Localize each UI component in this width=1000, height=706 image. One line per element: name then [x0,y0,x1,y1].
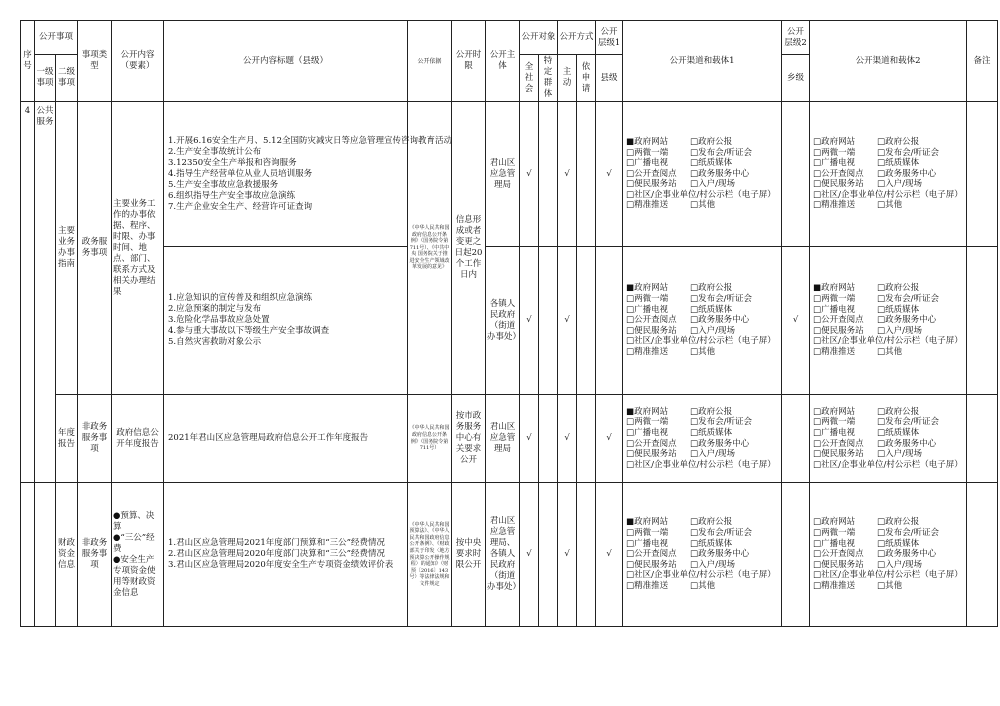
list-item: 1.应急知识的宣传普及和组织应急演练 [168,293,313,303]
header-items-group: 公开事项 [35,21,78,55]
row-a-county: √ [596,102,623,247]
header-level2-group: 公开层级2 [782,21,810,55]
row-annual-township [782,395,810,483]
checkbox-reading: □公开查阅点 [626,168,677,179]
checkbox-convenience: □便民服务站 [626,179,677,190]
row-a-subject: 君山区应急管理局 [486,102,520,247]
content-title-list-b [164,247,408,395]
row-d-level1 [35,483,56,627]
list-item: 1.君山区应急管理局2021年度部门预算和“三公”经费情况 [168,538,385,548]
row-finance-method-request [577,483,596,627]
header-target-specific: 特定群体 [539,55,558,102]
row-a-method-active: √ [558,102,577,247]
list-item: 7.生产企业安全生产、经营许可证查询 [168,201,313,212]
row-annual-county: √ [596,395,623,483]
header-subject: 公开主体 [486,21,520,102]
checkbox-precise: □精准推送 [813,200,856,211]
row-annual-method-active: √ [558,395,577,483]
checkbox-gov-site: ■政府网站 [813,283,856,294]
checkbox-broadcast: □广播电视 [626,427,669,438]
channels2-c [810,395,967,483]
checkbox-gov-site: □政府网站 [813,406,856,417]
content-title-list-d [164,483,408,627]
checkbox-gov-gazette: □政府公报 [690,136,733,147]
row-b-township: √ [782,247,810,395]
checkbox-board: □社区/企事业单位/村公示栏（电子屏） [626,459,776,470]
checkbox-board: □社区/企事业单位/村公示栏（电子屏） [813,570,963,581]
checkbox-service-center: □政务服务中心 [690,315,750,326]
checkbox-convenience: □便民服务站 [626,325,677,336]
checkbox-two-micro: □两微一端 [813,147,856,158]
checkbox-gov-gazette: □政府公报 [690,406,733,417]
row-finance-remarks [967,483,998,627]
checkbox-press: □发布会/听证会 [877,528,939,539]
row-level1: 公共服务 [35,102,56,483]
checkbox-board: □社区/企事业单位/村公示栏（电子屏） [813,336,963,347]
row-annual-level2: 年度报告 [56,395,78,483]
checkbox-paper-media: □纸质媒体 [690,304,733,315]
row-b-subject: 各镇人民政府（街道办事处） [486,247,520,395]
row-finance-target-all: √ [520,483,539,627]
row-guide-basis: 《中华人民共和国政府信息公开条例》（国务院令第711号）、《中共中央 国务院关于推进安全生产领域改革发展的意见》 [408,102,452,395]
list-item: 4.参与重大事故以下等级生产安全事故调查 [168,326,330,336]
checkbox-door: □入户/现场 [690,449,735,460]
checkbox-reading: □公开查阅点 [813,315,864,326]
checkbox-two-micro: □两微一端 [813,294,856,305]
checkbox-reading: □公开查阅点 [813,438,864,449]
checkbox-press: □发布会/听证会 [690,528,752,539]
checkbox-paper-media: □纸质媒体 [690,538,733,549]
checkbox-convenience: □便民服务站 [813,325,864,336]
row-guide-time: 信息形成或者变更之日起20个工作日内 [452,102,486,395]
checkbox-gov-site: □政府网站 [813,136,856,147]
row-annual-subject: 君山区应急管理局 [486,395,520,483]
checkbox-board: □社区/企事业单位/村公示栏（电子屏） [626,336,776,347]
channels1-b [623,247,782,395]
row-a-target-all: √ [520,102,539,247]
header-level2: 二级事项 [56,55,78,102]
checkbox-press: □发布会/听证会 [877,294,939,305]
row-finance-elements [112,483,164,627]
checkbox-door: □入户/现场 [877,325,922,336]
row-d-seq [21,483,35,627]
checkbox-board: □社区/企事业单位/村公示栏（电子屏） [813,459,963,470]
checkbox-service-center: □政务服务中心 [690,438,750,449]
row-annual-method-request [577,395,596,483]
list-item: 6.组织指导生产安全事故应急演练 [168,190,296,201]
row-seq: 4 [21,102,35,483]
checkbox-press: □发布会/听证会 [877,147,939,158]
checkbox-press: □发布会/听证会 [690,417,752,428]
list-item: 5.自然灾害救助对象公示 [168,337,262,347]
checkbox-other: □其他 [877,346,903,357]
checkbox-service-center: □政务服务中心 [877,438,937,449]
checkbox-paper-media: □纸质媒体 [877,427,920,438]
header-channels2: 公开渠道和载体2 [810,21,967,102]
list-item: 1.开展6.16安全生产月、5.12全国防灾减灾日等应急管理宣传咨询教育活动 [168,135,452,146]
header-target-group: 公开对象 [520,21,558,55]
checkbox-service-center: □政务服务中心 [690,168,750,179]
checkbox-gov-gazette: □政府公报 [877,283,920,294]
header-channels1: 公开渠道和载体1 [623,21,782,102]
row-annual-basis: 《中华人民共和国政府信息公开条例》（国务院令第711号） [408,395,452,483]
row-finance-basis: 《中华人民共和国预算法》、《中华人民共和国政府信息公开条例》、《财政部关于印发〈地方预决算公开操作规程〉的通知》（财预〔2016〕143号）等法律法规和文件规定 [408,483,452,627]
checkbox-gov-gazette: □政府公报 [877,136,920,147]
checkbox-press: □发布会/听证会 [877,417,939,428]
row-finance-method-active: √ [558,483,577,627]
checkbox-two-micro: □两微一端 [813,417,856,428]
checkbox-convenience: □便民服务站 [813,449,864,460]
checkbox-reading: □公开查阅点 [626,315,677,326]
checkbox-board: □社区/企事业单位/村公示栏（电子屏） [626,189,776,200]
checkbox-precise: □精准推送 [813,580,856,591]
table-row [21,247,998,395]
header-method-active: 主动 [558,55,577,102]
checkbox-gov-gazette: □政府公报 [877,517,920,528]
table-row [21,395,998,483]
header-content-elements: 公开内容（要素） [112,21,164,102]
header-county: 县级 [596,55,623,102]
channels2-a [810,102,967,247]
row-b-county [596,247,623,395]
checkbox-convenience: □便民服务站 [813,179,864,190]
checkbox-door: □入户/现场 [690,179,735,190]
checkbox-door: □入户/现场 [877,179,922,190]
header-township: 乡级 [782,55,810,102]
checkbox-paper-media: □纸质媒体 [877,158,920,169]
checkbox-gov-site: ■政府网站 [626,517,669,528]
checkbox-gov-gazette: □政府公报 [690,517,733,528]
checkbox-convenience: □便民服务站 [626,449,677,460]
checkbox-other: □其他 [690,346,716,357]
header-level1: 一级事项 [35,55,56,102]
header-content-title: 公开内容标题（县级） [164,21,408,102]
checkbox-gov-site: ■政府网站 [626,406,669,417]
list-item: 4.指导生产经营单位从业人员培训服务 [168,168,313,179]
row-finance-type: 非政务服务事项 [78,483,112,627]
checkbox-broadcast: □广播电视 [626,538,669,549]
row-guide-type: 政务服务事项 [78,102,112,395]
channels1-d [623,483,782,627]
checkbox-other: □其他 [690,580,716,591]
checkbox-paper-media: □纸质媒体 [690,427,733,438]
list-item: ●安全生产专项资金使用等财政资金信息 [113,554,156,598]
list-item: 3.君山区应急管理局2020年度安全生产专项资金绩效评价表 [168,560,394,570]
row-a-remarks [967,102,998,247]
checkbox-reading: □公开查阅点 [813,168,864,179]
list-item: 3.危险化学品事故应急处置 [168,315,270,325]
checkbox-precise: □精准推送 [813,346,856,357]
checkbox-reading: □公开查阅点 [626,549,677,560]
checkbox-broadcast: □广播电视 [813,427,856,438]
checkbox-door: □入户/现场 [877,449,922,460]
header-target-all: 全社会 [520,55,539,102]
checkbox-gov-site: □政府网站 [813,517,856,528]
row-annual-elements: 政府信息公开年度报告 [112,395,164,483]
header-method-group: 公开方式 [558,21,596,55]
checkbox-broadcast: □广播电视 [626,304,669,315]
checkbox-press: □发布会/听证会 [690,147,752,158]
header-remarks: 备注 [967,21,998,102]
checkbox-door: □入户/现场 [877,559,922,570]
list-item: ●预算、决算 [113,510,155,532]
checkbox-paper-media: □纸质媒体 [877,538,920,549]
list-item: 2.君山区应急管理局2020年度部门决算和“三公”经费情况 [168,549,385,559]
checkbox-other: □其他 [690,200,716,211]
channels1-c [623,395,782,483]
list-item: 2.应急预案的制定与发布 [168,304,262,314]
checkbox-door: □入户/现场 [690,559,735,570]
checkbox-other: □其他 [877,200,903,211]
channels2-b [810,247,967,395]
row-guide-elements: 主要业务工作的办事依据、程序、时限、办事时间、地点、部门、联系方式及相关办理结果 [112,102,164,395]
row-annual-remarks [967,395,998,483]
checkbox-service-center: □政务服务中心 [877,549,937,560]
row-annual-time: 按市政务服务中心有关要求公开 [452,395,486,483]
row-finance-target-specific [539,483,558,627]
row-b-method-active: √ [558,247,577,395]
table-row [21,483,998,627]
row-a-method-request [577,102,596,247]
row-b-method-request [577,247,596,395]
checkbox-service-center: □政务服务中心 [877,315,937,326]
header-seq: 序号 [21,21,35,102]
checkbox-service-center: □政务服务中心 [877,168,937,179]
checkbox-two-micro: □两微一端 [626,417,669,428]
table-row [21,102,998,247]
checkbox-paper-media: □纸质媒体 [877,304,920,315]
checkbox-precise: □精准推送 [626,200,669,211]
checkbox-door: □入户/现场 [690,325,735,336]
header-item-type: 事项类型 [78,21,112,102]
checkbox-other: □其他 [877,580,903,591]
checkbox-convenience: □便民服务站 [626,559,677,570]
checkbox-board: □社区/企事业单位/村公示栏（电子屏） [813,189,963,200]
row-a-target-specific [539,102,558,247]
checkbox-convenience: □便民服务站 [813,559,864,570]
row-guide-level2: 主要业务办事指南 [56,102,78,395]
checkbox-precise: □精准推送 [626,580,669,591]
header-basis: 公开依据 [408,21,452,102]
checkbox-two-micro: □两微一端 [626,294,669,305]
list-item: 2.生产安全事故统计公布 [168,146,262,157]
list-item: 3.12350安全生产举报和咨询服务 [168,157,297,168]
checkbox-two-micro: □两微一端 [813,528,856,539]
row-annual-target-specific [539,395,558,483]
checkbox-broadcast: □广播电视 [813,304,856,315]
row-annual-type: 非政务服务事项 [78,395,112,483]
row-finance-township [782,483,810,627]
header-method-request: 依申请 [577,55,596,102]
row-finance-subject: 君山区应急管理局、各镇人民政府（街道办事处） [486,483,520,627]
checkbox-broadcast: □广播电视 [626,158,669,169]
channels1-a [623,102,782,247]
checkbox-broadcast: □广播电视 [813,538,856,549]
checkbox-paper-media: □纸质媒体 [690,158,733,169]
checkbox-gov-gazette: □政府公报 [690,283,733,294]
checkbox-precise: □精准推送 [626,346,669,357]
row-a-township [782,102,810,247]
checkbox-reading: □公开查阅点 [626,438,677,449]
row-b-target-specific [539,247,558,395]
checkbox-broadcast: □广播电视 [813,158,856,169]
row-finance-level2: 财政资金信息 [56,483,78,627]
list-item: 5.生产安全事故应急救援服务 [168,179,279,190]
list-item: ●“三公”经费 [113,532,155,554]
row-annual-title: 2021年君山区应急管理局政府信息公开工作年度报告 [164,395,408,483]
checkbox-gov-site: ■政府网站 [626,283,669,294]
checkbox-two-micro: □两微一端 [626,528,669,539]
checkbox-service-center: □政务服务中心 [690,549,750,560]
checkbox-board: □社区/企事业单位/村公示栏（电子屏） [626,570,776,581]
checkbox-two-micro: □两微一端 [626,147,669,158]
row-annual-target-all: √ [520,395,539,483]
row-finance-county: √ [596,483,623,627]
disclosure-table [20,20,998,627]
checkbox-gov-gazette: □政府公报 [877,406,920,417]
checkbox-gov-site: ■政府网站 [626,136,669,147]
row-finance-time: 按中央要求时限公开 [452,483,486,627]
checkbox-press: □发布会/听证会 [690,294,752,305]
header-time-limit: 公开时限 [452,21,486,102]
header-level1-group: 公开层级1 [596,21,623,55]
channels2-d [810,483,967,627]
header-row-1 [21,21,998,55]
row-b-remarks [967,247,998,395]
content-title-list-a [164,102,452,247]
row-b-target-all: √ [520,247,539,395]
checkbox-reading: □公开查阅点 [813,549,864,560]
